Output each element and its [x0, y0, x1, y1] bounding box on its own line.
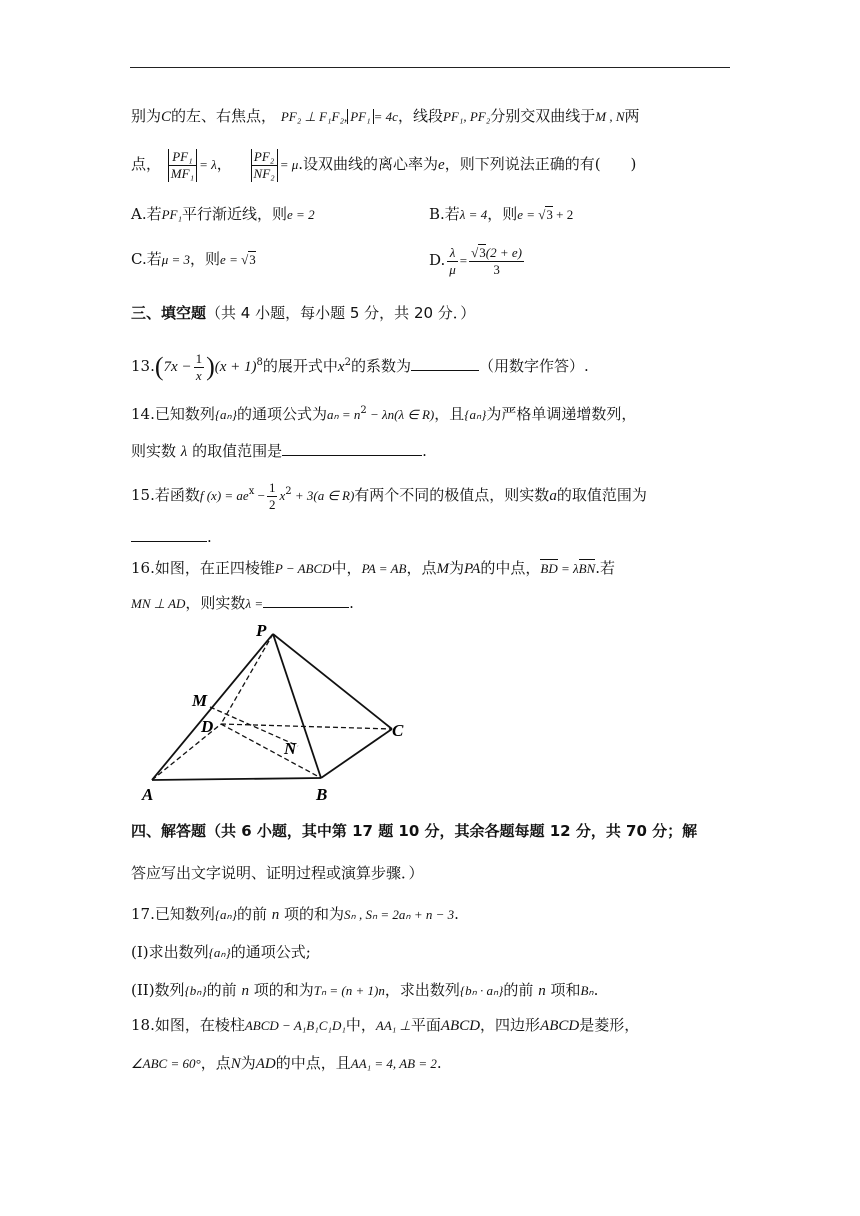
edge-pa [152, 634, 273, 780]
text: 的前 [206, 981, 237, 999]
math-condition: PF₂ ⊥ F₁F₂, [280, 109, 348, 124]
math-cond: λ = 4 [459, 207, 488, 222]
text: 项的和为 [284, 905, 345, 923]
math-text: (2 + e) [485, 244, 522, 260]
text: 的取值范围为 [556, 486, 647, 504]
math-seq: {aₙ} [208, 945, 231, 960]
section-4-heading-line2 [131, 862, 424, 884]
math-sqrt: 3 [479, 244, 486, 260]
text: .设双曲线的离心率为 [298, 155, 439, 173]
frac-denominator: 3 [493, 261, 500, 277]
fraction-rhs [469, 245, 524, 278]
question-16-line1 [131, 557, 615, 580]
math-e: e [438, 157, 445, 173]
option-label: B.若 [429, 205, 460, 223]
math-rhs: = μ [279, 157, 299, 172]
math-cond: MN ⊥ AD [131, 596, 186, 611]
math-mn: M , N [595, 109, 625, 124]
text: ，求出数列 [384, 981, 460, 999]
text: ，则 [190, 250, 221, 268]
text: ，线段 [397, 107, 443, 125]
section-title: 三、填空题 [131, 304, 207, 322]
text: 是菱形， [579, 1016, 640, 1034]
math-seq: {aₙ} [214, 907, 237, 922]
math-rhs: = λ [199, 157, 217, 172]
math-sqrt: 3 [546, 207, 553, 222]
text: 的前 [503, 981, 534, 999]
edge-pc [273, 634, 392, 729]
label-M: M [192, 691, 208, 710]
frac-denominator: NF₂ [251, 166, 278, 182]
text: 的通项公式为 [236, 405, 327, 423]
math-aa1: AA₁ ⊥ [375, 1018, 411, 1033]
math-seq: {bₙ · aₙ} [459, 983, 504, 998]
text: . [454, 905, 459, 923]
text: (I)求出数列 [131, 943, 209, 961]
edge-dc [221, 724, 392, 729]
math-eq: = [459, 253, 468, 268]
math-exponent: 2 [360, 405, 367, 416]
section-note: 答应写出文字说明、证明过程或演算步骤．） [131, 864, 424, 882]
option-label: C.若 [131, 250, 162, 268]
answer-blank[interactable] [131, 527, 207, 542]
math-exponent: 2 [344, 357, 351, 368]
text: 为 [240, 1054, 256, 1072]
math-seq: {aₙ} [214, 407, 237, 422]
math-m: M [436, 561, 449, 577]
question-number: 17.已知数列 [131, 905, 215, 923]
label-P: P [256, 621, 267, 640]
question-15-line1 [131, 475, 647, 516]
section-title: 四、解答题（共 6 小题，其中第 17 题 10 分，其余各题每题 12 分，共 70 分；解 [131, 822, 698, 840]
option-c: C.若μ = 3，则e = √3 [131, 250, 256, 268]
option-label: A.若 [131, 205, 162, 223]
text: ，则 [487, 205, 518, 223]
question-17-line1 [131, 903, 459, 926]
math-formula: − [254, 488, 265, 503]
answer-blank[interactable] [263, 593, 349, 608]
frac-numerator: √3(2 + e) [471, 244, 522, 260]
text: 两 [624, 107, 640, 125]
frac-denominator: μ [449, 261, 456, 277]
text: (II)数列 [131, 981, 185, 999]
math-exponent: 8 [256, 357, 263, 368]
text: ， [216, 155, 232, 173]
text: 的中点，且 [275, 1054, 351, 1072]
question-18-line2 [131, 1052, 442, 1075]
math-pyramid: P − ABCD [274, 561, 332, 576]
math-exponent: x [248, 486, 255, 497]
question-number: 14.已知数列 [131, 405, 215, 423]
question-number: 15.若函数 [131, 486, 200, 504]
math-seq: {aₙ} [464, 407, 487, 422]
fraction-1-2 [267, 480, 278, 513]
text: 的取值范围是 [192, 442, 283, 460]
math-n: n [538, 983, 546, 999]
text: 的通项公式; [230, 943, 311, 961]
text: . [207, 528, 212, 546]
math-c: C [161, 109, 172, 125]
math-abcd: ABCD [540, 1018, 580, 1034]
math-formula: Sₙ , Sₙ = 2aₙ + n − 3 [344, 907, 455, 922]
math-vector-bd: BD [540, 561, 558, 576]
frac-numerator: 1 [195, 350, 203, 366]
question-14-line1 [131, 403, 636, 426]
text: . [593, 981, 599, 999]
text: 的系数为 [350, 357, 411, 375]
fraction-pf2-nf2 [251, 149, 278, 182]
text: 项和 [550, 981, 581, 999]
frac-numerator: λ [447, 245, 458, 262]
frac-numerator: PF₂ [251, 149, 278, 166]
pyramid-figure [138, 620, 418, 802]
text: 项的和为 [253, 981, 314, 999]
math-formula: f (x) = ae [199, 488, 249, 503]
math-pf1: PF₁ [161, 207, 183, 222]
header-rule [130, 67, 730, 68]
math-n: N [230, 1056, 241, 1072]
math-sqrt: 3 [249, 252, 256, 267]
math-formula: − λn(λ ∈ R) [366, 407, 435, 422]
math-angle: ∠ABC = 60° [131, 1056, 201, 1071]
question-number: 16.如图，在正四棱锥 [131, 559, 275, 577]
text: 的前 [236, 905, 267, 923]
question-17-line2 [131, 941, 311, 964]
edge-ab [152, 778, 321, 780]
math-rhs: e = [220, 252, 242, 267]
math-n: n [241, 983, 249, 999]
answer-blank[interactable] [411, 356, 479, 371]
math-eq: = λ [557, 561, 579, 576]
question-18-line1 [131, 1014, 639, 1037]
text: . [349, 594, 354, 612]
frac-numerator: 1 [268, 479, 276, 495]
fraction-pf1-mf1 [168, 149, 197, 182]
option-a [131, 203, 315, 226]
label-N: N [284, 739, 297, 758]
math-bn: Bₙ [580, 983, 594, 998]
question-number: 13. [131, 357, 155, 375]
math-n: n [271, 907, 280, 923]
math-pf: PF₁, PF₂ [442, 109, 491, 124]
text: 为严格单调递增数列， [486, 405, 637, 423]
text: ，四边形 [480, 1016, 541, 1034]
math-x: x [279, 488, 286, 503]
question-number: 18.如图，在棱柱 [131, 1016, 245, 1034]
option-d [429, 240, 526, 281]
answer-blank[interactable] [282, 441, 422, 456]
math-abcd: ABCD [440, 1018, 481, 1034]
math-lambda: λ [180, 444, 188, 460]
math-prism: ABCD − A₁B₁C₁D₁ [244, 1018, 346, 1033]
option-b: B.若λ = 4，则e = √3 + 2 [429, 205, 574, 223]
math-cond: AA₁ = 4, AB = 2 [350, 1056, 437, 1071]
math-abs-pf1: PF₁ [347, 109, 373, 124]
label-B: B [316, 785, 328, 802]
frac-denominator: x [195, 367, 202, 383]
text: .若 [595, 559, 616, 577]
q12-line1 [131, 105, 640, 128]
text: 的左、右焦点， [171, 107, 277, 125]
fraction-lambda-mu [447, 245, 458, 278]
edge-pd [221, 634, 273, 724]
text: . [422, 442, 427, 460]
text: （用数字作答）. [478, 357, 589, 375]
math-a: a [549, 488, 557, 504]
question-13: 13.(7x − $\frac{1}{x}$ )$(x + 1)^8$的展开式中$x^2$的系数为 （用数字作答）. [131, 350, 589, 383]
edge-bc [321, 729, 392, 778]
text: 分别交双曲线于 [490, 107, 596, 125]
math-x: x [337, 359, 345, 375]
label-D: D [201, 717, 214, 736]
math-formula: aₙ = n [326, 407, 361, 422]
frac-denominator: 2 [268, 496, 276, 512]
text: ，且 [434, 405, 465, 423]
math-rhs: e = 2 [287, 207, 315, 222]
frac-numerator: PF₁ [168, 149, 197, 166]
math-vector-bn: BN [578, 561, 596, 576]
math-rhs: + 2 [552, 207, 574, 222]
math-formula: Tₙ = (n + 1)n [313, 983, 385, 998]
section-note: （共 4 小题，每小题 5 分，共 20 分．） [206, 304, 476, 322]
text: 为 [448, 559, 464, 577]
text: 中， [345, 1016, 376, 1034]
option-label: D. [429, 251, 446, 269]
text: 中， [331, 559, 362, 577]
text: 的中点， [480, 559, 541, 577]
label-C: C [392, 721, 404, 740]
text: 别为 [131, 107, 162, 125]
math-formula: + 3(a ∈ R) [291, 488, 355, 503]
text: 平行渐近线，则 [182, 205, 288, 223]
text: ，则实数 [185, 594, 246, 612]
text: ，则下列说法正确的有( ) [444, 155, 637, 173]
fraction-1-x [194, 351, 205, 384]
math-lambda: λ = [245, 596, 264, 611]
math-cond: μ = 3 [161, 252, 191, 267]
question-16-line2 [131, 592, 354, 615]
text: . [436, 1054, 442, 1072]
text: 平面 [410, 1016, 441, 1034]
text: 点， [131, 155, 162, 173]
label-A: A [142, 785, 154, 802]
math-text: 7x − [163, 359, 192, 375]
question-15-line2 [131, 526, 212, 548]
math-seq: {bₙ} [184, 983, 207, 998]
text: 的展开式中 [262, 357, 338, 375]
math-eq4c: = 4c [373, 109, 398, 124]
question-17-line3 [131, 979, 598, 1002]
pyramid-diagram [138, 620, 418, 802]
section-3-heading [131, 302, 475, 324]
math-pa: PA [463, 561, 481, 577]
q12-line2 [131, 144, 636, 185]
text: ，点 [406, 559, 437, 577]
question-14-line2 [131, 440, 427, 463]
text: 则实数 [131, 442, 177, 460]
math-ad: AD [255, 1056, 276, 1072]
text: 有两个不同的极值点，则实数 [354, 486, 550, 504]
section-4-heading-line1 [131, 820, 697, 842]
math-cond: PA = AB [361, 561, 407, 576]
math-rhs: e = [517, 207, 539, 222]
text: ，点 [200, 1054, 231, 1072]
math-text: (x + 1) [214, 359, 257, 375]
math-exponent: 2 [285, 486, 292, 497]
frac-denominator: MF₁ [168, 166, 197, 182]
